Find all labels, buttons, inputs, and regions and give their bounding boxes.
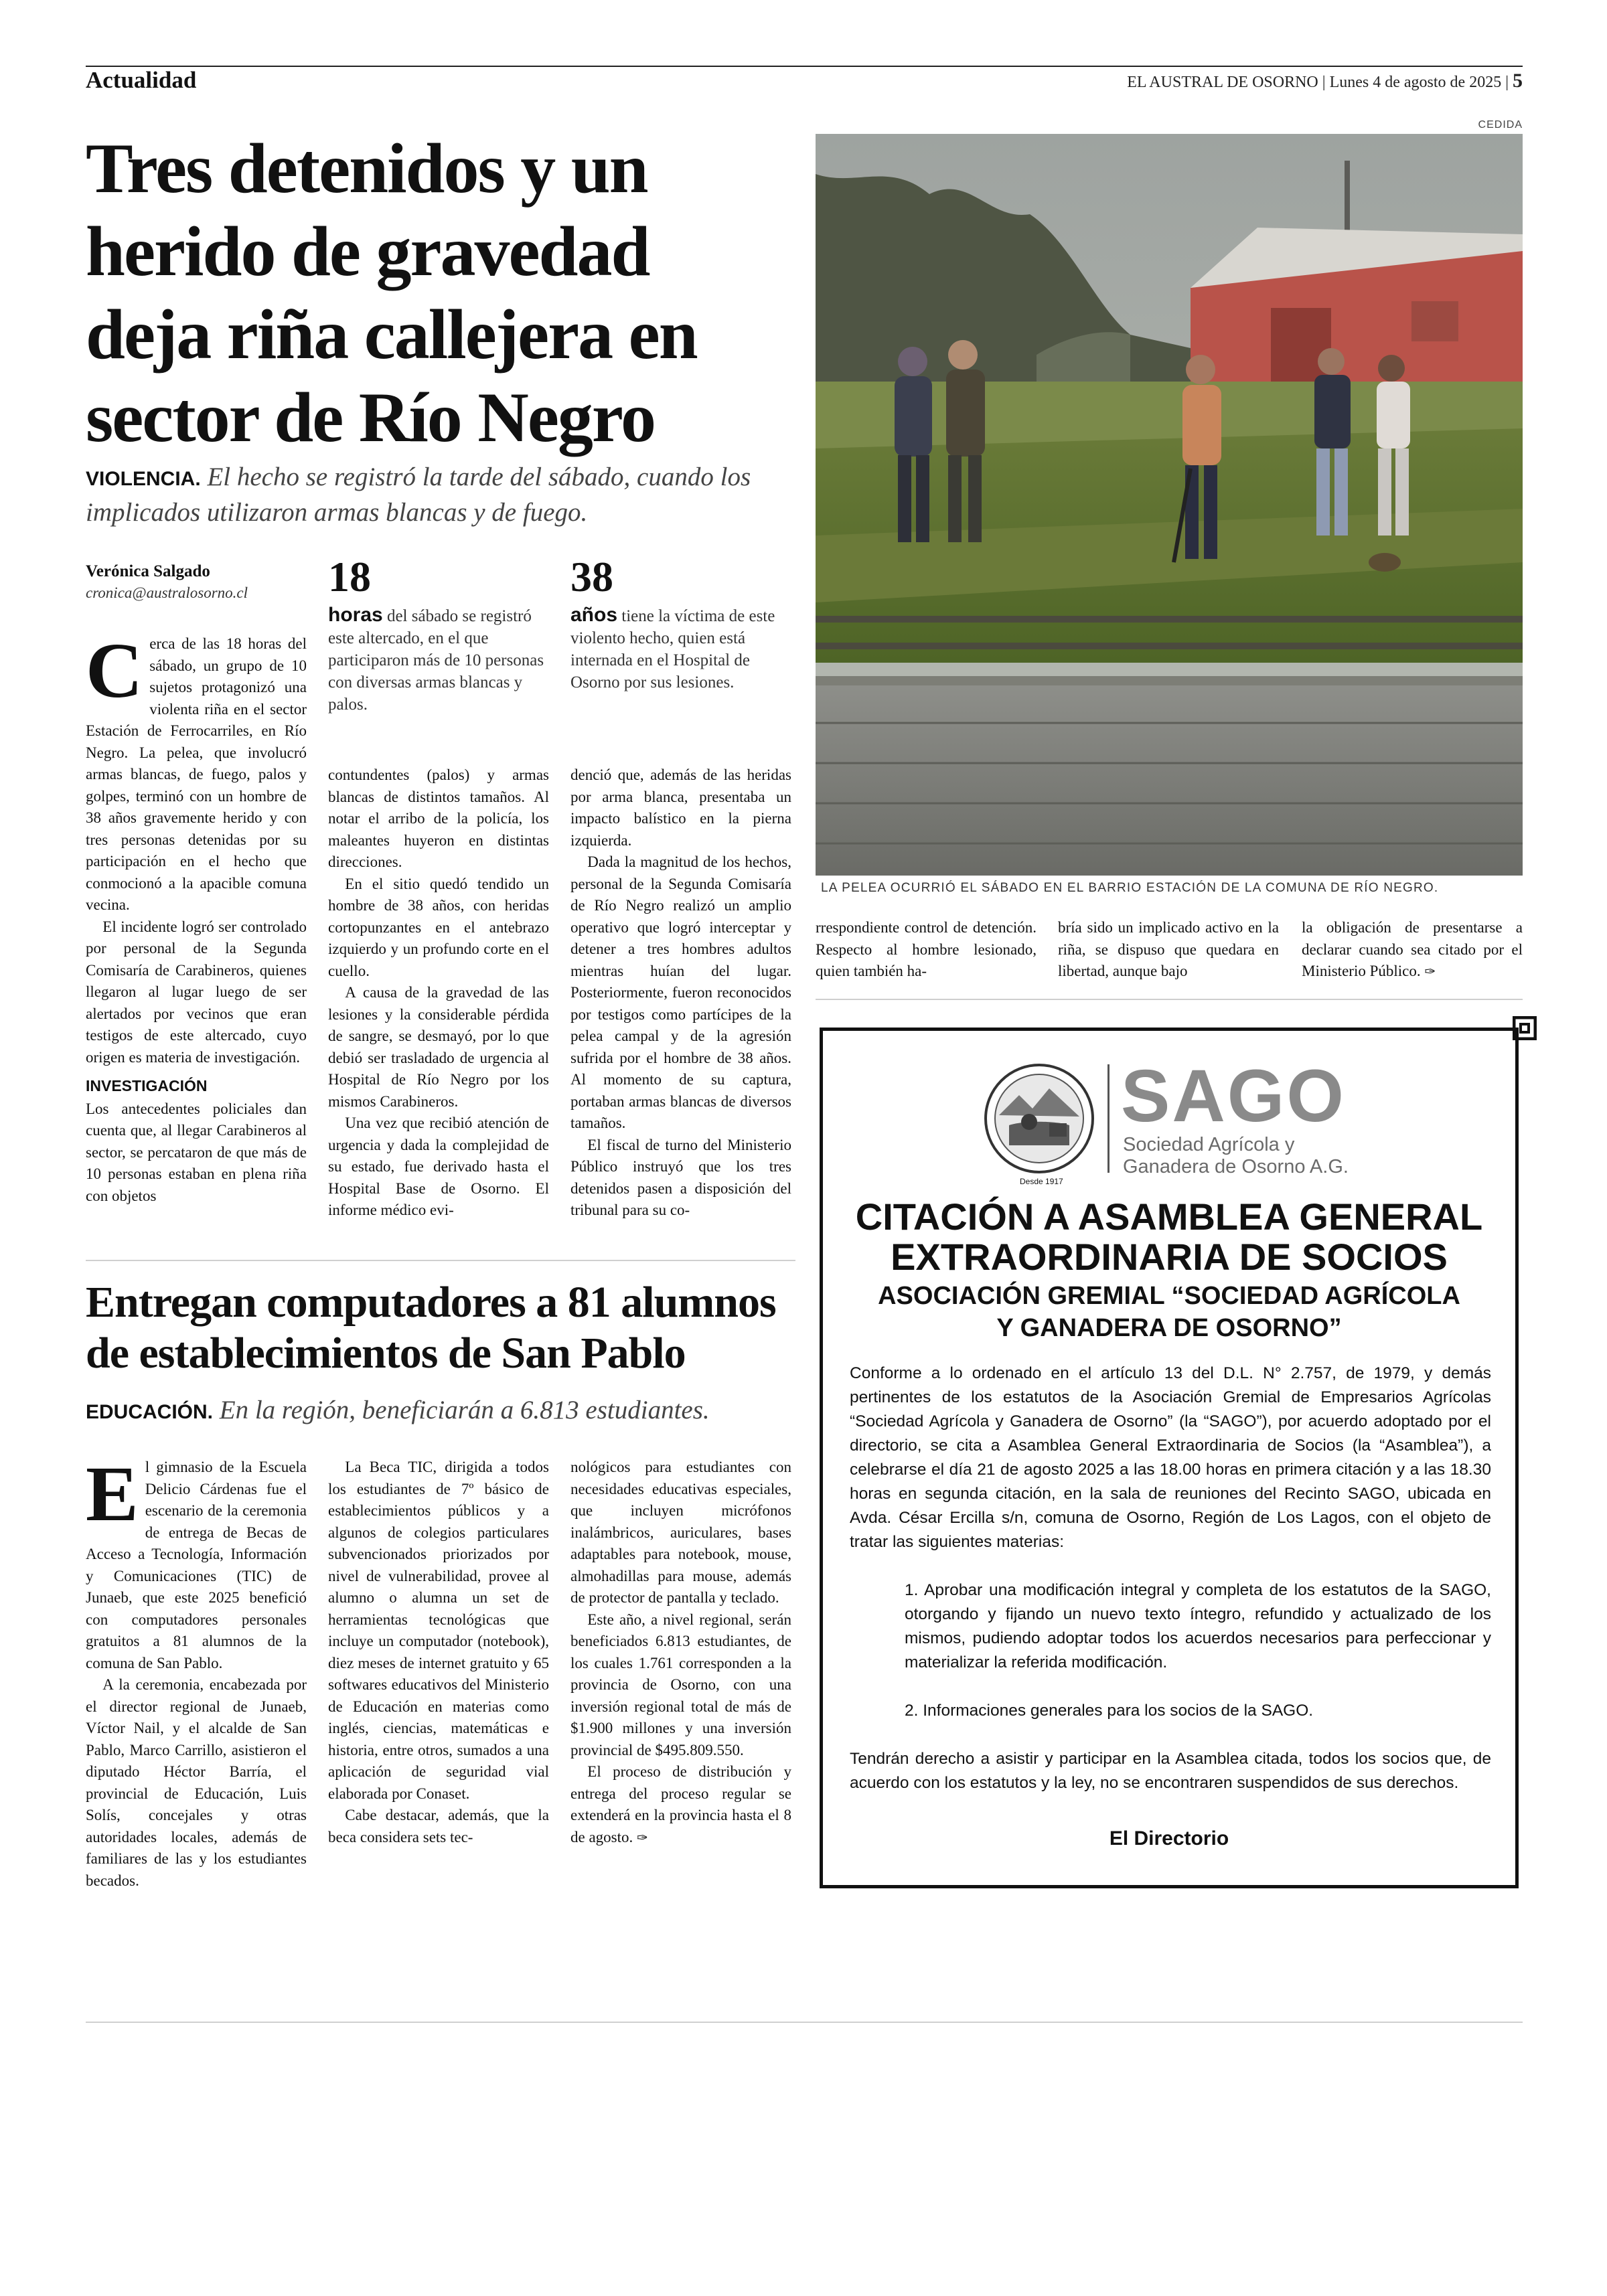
story2-deck-text: En la región, beneficiarán a 6.813 estudiantes.	[219, 1396, 710, 1424]
story1-column-5	[1058, 917, 1279, 983]
body-paragraph: La Beca TIC, dirigida a todos los estudiantes de 7º básico de establecimientos públicos y a algunos de colegios particulares subvencionados priorizados por nivel de vulnerabilidad, provee al alumno o alumna un set de herramientas tecnológicas que incluye un computador (notebook), diez meses de internet gratuito y 65 softwares educativos del Ministerio de Educación en materias como inglés, ciencias, matemáticas e historia, entre otros, sumados a una aplicación de seguridad vial elaborada por Conaset.	[328, 1459, 549, 1802]
sago-brand-subtitle	[1123, 1134, 1349, 1178]
headline-line: sector de Río Negro	[86, 378, 656, 457]
story1-column-6	[1302, 917, 1523, 983]
header-rule	[86, 66, 1523, 67]
story2-deck	[86, 1394, 822, 1429]
photo-caption: LA PELEA OCURRIÓ EL SÁBADO EN EL BARRIO ESTACIÓN DE LA COMUNA DE RÍO NEGRO.	[821, 881, 1439, 895]
body-paragraph: A la ceremonia, encabezada por el director regional de Junaeb, Víctor Nail, y el alcalde de San Pablo, Marco Carrillo, asistieron el diputado Héctor Barría, el provincial de Educación, Luis Solís, concejales y otras autoridades locales, además de familiares de las y los estudiantes becados.	[86, 1676, 307, 1889]
fact-text-wrap	[328, 604, 549, 716]
body-paragraph: Dada la magnitud de los hechos, personal de la Segunda Comisaría de Río Negro realizó un amplio operativo que logró interceptar y detener a tres hombres adultos mientras huían del lugar. Posteriormente, fueron reconocidos por testigos como partícipes de la pelea campal y de la agresión sufrida por el hombre de 38 años. Al momento de su captura, portaban armas blancas de diversos tamaños.	[570, 853, 791, 1131]
story1-column-1	[86, 627, 307, 1207]
ad-subtitle-line: ASOCIACIÓN GREMIAL “SOCIEDAD AGRÍCOLA	[878, 1282, 1460, 1310]
ad-signature: El Directorio	[1109, 1827, 1229, 1850]
logo-since-text: Desde 1917	[1020, 1177, 1063, 1186]
fact-text: del sábado se registró este altercado, en el que participaron más de 10 personas con diversas armas blancas y palos.	[328, 607, 544, 714]
byline	[86, 561, 307, 604]
body-paragraph: El fiscal de turno del Ministerio Público instruyó que los tres detenidos pasen a disposición del tribunal para su co-	[570, 1136, 791, 1218]
story1-deck-text: El hecho se registró la tarde del sábado, cuando los implicados utilizaron armas blancas y de fuego.	[86, 463, 751, 527]
riña-photo-illustration	[816, 134, 1523, 876]
body-paragraph: rrespondiente control de detención. Respecto al hombre lesionado, quien también ha-	[816, 919, 1037, 979]
story2-column-2	[328, 1457, 549, 1848]
body-paragraph	[86, 1450, 307, 1674]
fact-number: 18	[328, 553, 371, 600]
body-paragraph: contundentes (palos) y armas blancas de distintos tamaños. Al notar el arribo de la policía, los maleantes huyeron en distintas direcciones.	[328, 766, 549, 870]
story2-column-1	[86, 1450, 307, 1892]
body-paragraph	[86, 627, 307, 916]
photo-credit: CEDIDA	[1478, 119, 1523, 131]
body-paragraph: Este año, a nivel regional, serán beneficiados 6.813 estudiantes, de los cuales 1.761 corresponden a la provincia de Osorno, con una inversión regional total de más de $1.900 millones y una inversión provincial de $495.809.550.	[570, 1611, 791, 1758]
ad-paragraph: Tendrán derecho a asistir y participar en la Asamblea citada, todos los socios que, de acuerdo con los estatutos y la ley, no se encontraren suspendidos de sus derechos.	[850, 1750, 1491, 1792]
end-mark: ✑	[1424, 965, 1436, 979]
news-photo[interactable]	[816, 134, 1523, 876]
story-divider	[86, 1260, 795, 1261]
body-paragraph: Una vez que recibió atención de urgencia y dada la complejidad de su estado, fue derivado hasta el Hospital Base de Osorno. El informe médico evi-	[328, 1115, 549, 1218]
corner-ornament-icon	[1513, 1016, 1537, 1040]
fact-text-wrap	[570, 604, 791, 693]
section-label: Actualidad	[86, 67, 197, 93]
brand-subtitle-line: Ganadera de Osorno A.G.	[1123, 1156, 1349, 1177]
byline-email[interactable]: cronica@australosorno.cl	[86, 584, 248, 601]
sago-advertisement[interactable]	[820, 1028, 1519, 1888]
headline-line: Tres detenidos y un	[86, 129, 647, 208]
drop-cap: E	[86, 1450, 139, 1538]
column-divider	[816, 999, 1523, 1000]
body-paragraph: El incidente logró ser controlado por personal de la Segunda Comisaría de Carabineros, quienes llegaron al lugar luego de ser alertados por vecinos que eran testigos de este altercado, cuyo origen es materia de investigación.	[86, 918, 307, 1066]
body-paragraph	[1302, 917, 1523, 983]
body-paragraph: Cabe destacar, además, que la beca considera sets tec-	[328, 1807, 549, 1846]
ad-agenda-item: 2. Informaciones generales para los socios de la SAGO.	[905, 1702, 1314, 1720]
headline-line: Entregan computadores a 81 alumnos	[86, 1278, 776, 1327]
story2-column-3	[570, 1457, 791, 1849]
headline-line: de establecimientos de San Pablo	[86, 1329, 686, 1378]
fact-word: años	[570, 604, 618, 626]
sago-brand-name: SAGO	[1121, 1055, 1346, 1137]
paragraph-text: l gimnasio de la Escuela Delicio Cárdenas fue el escenario de la ceremonia de entrega de Becas de Acceso a Tecnología, Información y Comunicaciones (TIC) de Junaeb, que este 2025 benefició con computadores personales gratuitos a 81 alumnos de la comuna de San Pablo.	[86, 1459, 307, 1671]
paragraph-text: erca de las 18 horas del sábado, un grupo de 10 sujetos protagonizó una violenta riña en el sector Estación de Ferrocarriles, en Río Negro. La pelea, que involucró armas blancas, de fuego, palos y golpes, terminó con un hombre de 38 años gravemente herido y con tres personas detenidas por su participación en el hecho que conmocionó a la apacible comuna vecina.	[86, 635, 307, 913]
drop-cap: C	[86, 627, 143, 714]
end-mark: ✑	[637, 1830, 648, 1846]
headline-line: herido de gravedad	[86, 212, 649, 291]
brand-subtitle-line: Sociedad Agrícola y	[1123, 1134, 1295, 1155]
ad-title-line: CITACIÓN A ASAMBLEA GENERAL	[855, 1196, 1483, 1238]
story2-headline[interactable]	[86, 1277, 816, 1379]
page-bottom-rule	[86, 2022, 1523, 2023]
story1-column-3	[570, 764, 791, 1222]
logo-divider	[1107, 1064, 1109, 1173]
page-number: 5	[1513, 70, 1523, 92]
fact-box-18	[328, 553, 549, 716]
byline-name: Verónica Salgado	[86, 562, 210, 580]
ad-agenda-list	[850, 1578, 1491, 1723]
body-paragraph: Los antecedentes policiales dan cuenta que, al llegar Carabineros al sector, se percataron de que más de 10 personas estaban en plena riña con objetos	[86, 1100, 307, 1204]
ad-body	[850, 1362, 1491, 1819]
ad-subtitle-line: Y GANADERA DE OSORNO”	[996, 1314, 1342, 1342]
body-paragraph: nológicos para estudiantes con necesidades educativas especiales, que incluyen micrófonos inalámbricos, auriculares, bases adaptables para notebook, mouse, almohadillas para mouse, además de protector de pantalla y teclado.	[570, 1459, 791, 1606]
paragraph-text: la obligación de presentarse a declarar cuando sea citado por el Ministerio Público.	[1302, 919, 1523, 979]
story1-column-4	[816, 917, 1037, 983]
ad-title-line: EXTRAORDINARIA DE SOCIOS	[891, 1236, 1448, 1278]
body-paragraph: bría sido un implicado activo en la riña, se dispuso que quedara en libertad, aunque bajo	[1058, 919, 1279, 979]
subhead-investigacion: INVESTIGACIÓN	[86, 1077, 208, 1094]
body-paragraph	[570, 1761, 791, 1849]
fact-word: horas	[328, 604, 383, 626]
body-paragraph: denció que, además de las heridas por arma blanca, presentaba un impacto balístico en la pierna izquierda.	[570, 766, 791, 849]
story1-column-2	[328, 764, 549, 1222]
sago-logo-icon	[982, 1062, 1096, 1175]
story1-kicker: VIOLENCIA.	[86, 468, 201, 490]
story1-headline[interactable]	[86, 127, 802, 459]
ad-agenda-item: 1. Aprobar una modificación integral y completa de los estatutos de la SAGO, otorgando y fijando un nuevo texto íntegro, refundido y actualizado de los mismos, pudiendo adoptar todos los acuerdos necesarios para perfeccionar y materializar la referida modificación.	[905, 1581, 1491, 1671]
ad-title	[823, 1197, 1515, 1277]
fact-text: tiene la víctima de este violento hecho, quien está internada en el Hospital de Osorno por sus lesiones.	[570, 607, 775, 691]
fact-number: 38	[570, 553, 613, 600]
ad-subtitle	[823, 1280, 1515, 1344]
folio-text: EL AUSTRAL DE OSORNO | Lunes 4 de agosto de 2025 |	[1127, 74, 1509, 91]
ad-paragraph: Conforme a lo ordenado en el artículo 13 del D.L. N° 2.757, de 1979, y demás pertinentes de los estatutos de la Asociación Gremial de Empresarios Agrícolas “Sociedad Agrícola y Ganadera de Osorno” (la “SAGO”), por acuerdo adoptado por el directorio, se cita a Asamblea General Extraordinaria de Socios (la “Asamblea”), a celebrarse el día 21 de agosto 2025 a las 18.00 horas en primera citación y a las 18.30 horas en segunda citación, en la sala de reuniones del Recinto SAGO, ubicada en Avda. César Ercilla s/n, comuna de Osorno, Región de Los Lagos, con el objeto de tratar las siguientes materias:	[850, 1364, 1491, 1551]
story2-kicker: EDUCACIÓN.	[86, 1401, 214, 1423]
paragraph-text: El proceso de distribución y entrega del proceso regular se extenderá en la provincia hasta el 8 de agosto.	[570, 1763, 791, 1846]
headline-line: deja riña callejera en	[86, 295, 697, 374]
body-paragraph: En el sitio quedó tendido un hombre de 38 años, con heridas cortopunzantes en el antebrazo izquierdo y un profundo corte en el cuello.	[328, 875, 549, 979]
body-paragraph: A causa de la gravedad de las lesiones y la considerable pérdida de sangre, se desmayó, por lo que debió ser trasladado de urgencia al Hospital de Río Negro por los mismos Carabineros.	[328, 984, 549, 1110]
page-folio	[1127, 70, 1523, 92]
story1-deck	[86, 461, 795, 529]
fact-box-38	[570, 553, 791, 693]
